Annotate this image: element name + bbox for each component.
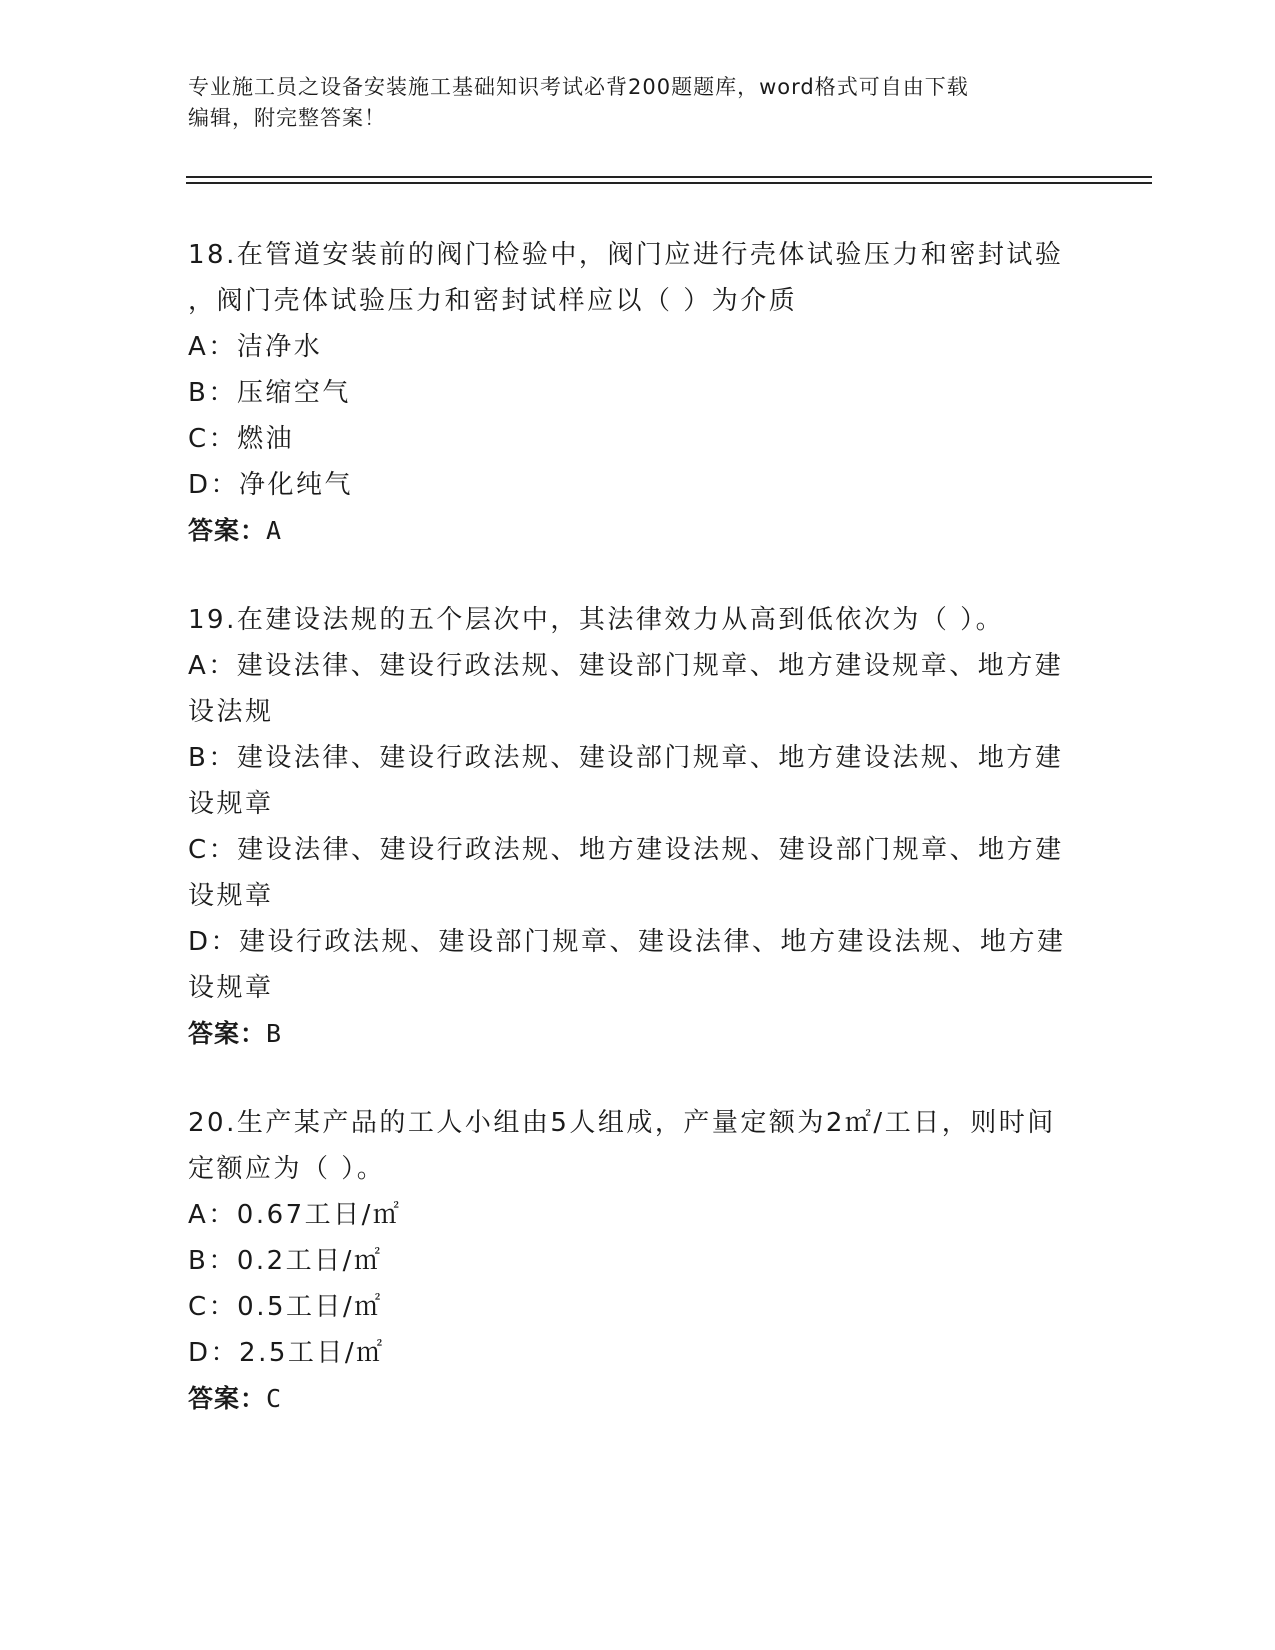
option-a: A：建设法律、建设行政法规、建设部门规章、地方建设规章、地方建 [188,651,1064,681]
question-20 [188,1100,1088,1422]
answer [188,1376,1088,1422]
option-a-continued: 设法规 [188,697,274,727]
question-18 [188,232,1088,554]
answer [188,1011,1088,1057]
option-c: C：建设法律、建设行政法规、地方建设法规、建设部门规章、地方建 [188,835,1064,865]
option-d: D：净化纯气 [188,470,354,500]
question-text-line: 18.在管道安装前的阀门检验中，阀门应进行壳体试验压力和密封试验 [188,240,1064,270]
option-c-continued: 设规章 [188,881,274,911]
option-b: B：0.2工日/㎡ [188,1246,383,1276]
question-text-line: 20.生产某产品的工人小组由5人组成，产量定额为2㎡/工日，则时间 [188,1108,1056,1138]
document-header [188,72,1088,134]
header-line-2: 编辑，附完整答案！ [188,106,386,130]
answer-label: 答案： [188,1384,267,1413]
option-b: B：建设法律、建设行政法规、建设部门规章、地方建设法规、地方建 [188,743,1064,773]
answer [188,508,1088,554]
header-line-1: 专业施工员之设备安装施工基础知识考试必背200题题库，word格式可自由下载 [188,75,969,99]
option-a: A：0.67工日/㎡ [188,1200,402,1230]
question-19 [188,597,1088,1057]
option-d: D：2.5工日/㎡ [188,1338,385,1368]
option-b-continued: 设规章 [188,789,274,819]
option-c: C：0.5工日/㎡ [188,1292,383,1322]
answer-value: C [266,1384,283,1413]
option-c: C：燃油 [188,424,295,454]
answer-value: B [266,1019,283,1048]
question-text-line: 19.在建设法规的五个层次中，其法律效力从高到低依次为（ ）。 [188,605,1005,635]
answer-label: 答案： [188,1019,267,1048]
option-b: B：压缩空气 [188,378,351,408]
answer-label: 答案： [188,516,267,545]
header-divider-top [186,176,1152,178]
option-a: A：洁净水 [188,332,323,362]
question-text-line: ，阀门壳体试验压力和密封试样应以（ ）为介质 [188,286,798,316]
header-divider-bottom [186,182,1152,184]
answer-value: A [266,516,283,545]
option-d-continued: 设规章 [188,973,274,1003]
option-d: D：建设行政法规、建设部门规章、建设法律、地方建设法规、地方建 [188,927,1066,957]
question-text-line: 定额应为（ ）。 [188,1154,386,1184]
